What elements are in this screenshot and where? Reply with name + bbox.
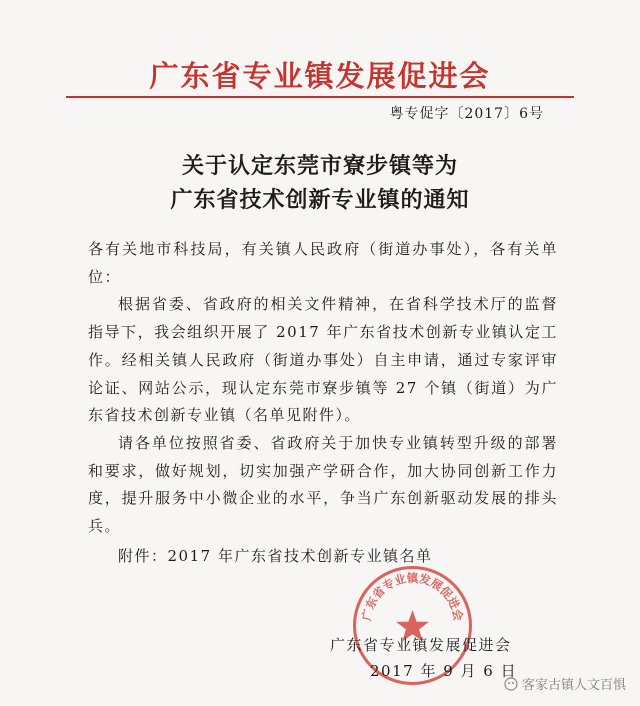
- signature-org: 广东省专业镇发展促进会: [330, 636, 512, 654]
- document-body: [88, 236, 558, 541]
- body-paragraph-1: 根据省委、省政府的相关文件精神，在省科学技术厅的监督指导下，我会组织开展了 2017 年广东省技术创新专业镇认定工作。经相关镇人民政府（街道办事处）自主申请，通过专家评审论证、网站公示，现认定东莞市寮步镇等 27 个镇（街道）为广东省技术创新专业镇（名单见附件）。: [88, 295, 558, 425]
- document-number: 粤专促字〔2017〕6号: [389, 106, 544, 122]
- red-divider-line: [66, 96, 574, 98]
- document-title: [0, 150, 640, 218]
- document-title-line2: 广东省技术创新专业镇的通知: [170, 188, 470, 213]
- salutation: 各有关地市科技局，有关镇人民政府（街道办事处），各有关单位：: [88, 240, 558, 286]
- attachment-note: 附件：2017 年广东省技术创新专业镇名单: [118, 547, 433, 565]
- org-title: 广东省专业镇发展促进会: [149, 59, 491, 93]
- document-title-line1: 关于认定东莞市寮步镇等为: [181, 154, 458, 179]
- body-paragraph-2: 请各单位按照省委、省政府关于加快专业镇转型升级的部署和要求，做好规划，切实加强产学研合作，加大协同创新工作力度，提升服务中小微企业的水平，争当广东创新驱动发展的排头兵。: [88, 433, 558, 536]
- signature-date: 2017 年 9 月 6 日: [370, 662, 518, 680]
- watermark: [504, 674, 626, 693]
- watermark-text: 客家古镇人文百惧: [521, 678, 626, 693]
- wechat-icon: [504, 677, 518, 691]
- seal-text: 广东省专业镇发展促进会: [359, 570, 466, 622]
